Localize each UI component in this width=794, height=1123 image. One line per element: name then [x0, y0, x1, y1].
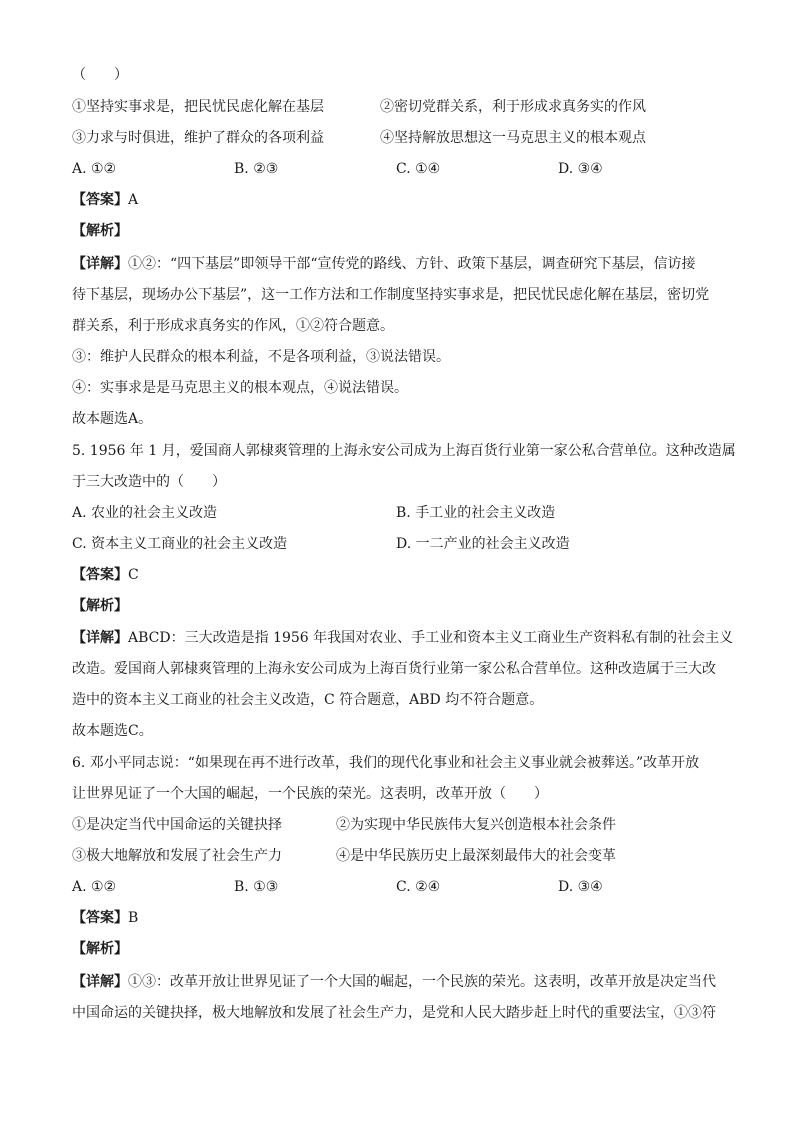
q6-options-row-1 [72, 814, 746, 836]
q4-options-row-1 [72, 96, 746, 118]
detail-text: ①③：改革开放让世界见证了一个大国的崛起，一个民族的荣光。这表明，改革开放是决定当代 [128, 974, 716, 990]
q5-detail-line-1 [72, 627, 746, 649]
q5-choice-b: B. 手工业的社会主义改造 [396, 505, 556, 521]
answer-value: A [128, 192, 139, 208]
q6-detail-line-1 [72, 971, 746, 993]
q5-stem-line-1: 5. 1956 年 1 月，爱国商人郭棣爽管理的上海永安公司成为上海百货行业第一家公私合营单位。这种改造属 [72, 443, 736, 459]
q4-conclusion: 故本题选A。 [72, 411, 153, 427]
q4-option-3: ③力求与时俱进，维护了群众的各项利益 [72, 130, 324, 146]
q5-choice-d: D. 一二产业的社会主义改造 [396, 536, 570, 552]
detail-label: 【详解】 [72, 974, 128, 990]
q5-choice-c: C. 资本主义工商业的社会主义改造 [72, 536, 288, 552]
answer-label: 【答案】 [72, 192, 128, 208]
q4-detail-line-5: ④：实事求是是马克思主义的根本观点，④说法错误。 [72, 380, 408, 396]
q4-detail-line-4: ③：维护人民群众的根本利益，不是各项利益，③说法错误。 [72, 349, 450, 365]
q5-detail-line-3: 造中的资本主义工商业的社会主义改造，C 符合题意，ABD 均不符合题意。 [72, 692, 544, 708]
q5-detail-line-2: 改造。爱国商人郭棣爽管理的上海永安公司成为上海百货行业第一家公私合营单位。这种改造属于三大改 [72, 661, 716, 677]
answer-label: 【答案】 [72, 910, 128, 926]
q5-choices-row-1 [72, 502, 746, 524]
q6-option-3: ③极大地解放和发展了社会生产力 [72, 848, 282, 864]
q6-options-row-2 [72, 845, 746, 867]
q4-choice-b: B. ②③ [234, 161, 279, 177]
detail-label: 【详解】 [72, 630, 128, 646]
q6-option-1: ①是决定当代中国命运的关键抉择 [72, 817, 282, 833]
q4-choice-c: C. ①④ [396, 161, 441, 177]
q4-option-2: ②密切党群关系，利于形成求真务实的作风 [380, 99, 646, 115]
q4-analysis-label: 【解析】 [72, 223, 128, 239]
q4-option-4: ④坚持解放思想这一马克思主义的根本观点 [380, 130, 646, 146]
q4-answer [72, 189, 746, 211]
q4-detail-line-1 [72, 253, 746, 275]
detail-text: ABCD：三大改造是指 1956 年我国对农业、手工业和资本主义工商业生产资料私有制的社会主义 [128, 630, 734, 646]
answer-value: B [128, 910, 139, 926]
q4-choices [72, 158, 746, 180]
answer-label: 【答案】 [72, 567, 128, 583]
q6-choices [72, 876, 746, 898]
q4-choice-a: A. ①② [72, 161, 117, 177]
q5-conclusion: 故本题选C。 [72, 723, 153, 739]
q4-option-1: ①坚持实事求是，把民忧民虑化解在基层 [72, 99, 324, 115]
q6-choice-d: D. ③④ [558, 879, 603, 895]
q5-choices-row-2 [72, 533, 746, 555]
q6-detail-line-2: 中国命运的关键抉择，极大地解放和发展了社会生产力，是党和人民大踏步赶上时代的重要法宝，①③符 [72, 1005, 716, 1021]
q6-stem-line-2: 让世界见证了一个大国的崛起，一个民族的荣光。这表明，改革开放（ ） [72, 786, 548, 802]
q6-answer [72, 907, 746, 929]
q5-choice-a: A. 农业的社会主义改造 [72, 505, 218, 521]
q6-analysis-label: 【解析】 [72, 941, 128, 957]
q6-choice-b: B. ①③ [234, 879, 279, 895]
q6-choice-a: A. ①② [72, 879, 117, 895]
answer-value: C [128, 567, 139, 583]
q4-detail-line-2: 待下基层，现场办公下基层”，这一工作方法和工作制度坚持实事求是，把民忧民虑化解在基层，密切党 [72, 287, 710, 303]
q5-analysis-label: 【解析】 [72, 598, 128, 614]
q4-choice-d: D. ③④ [558, 161, 603, 177]
q6-choice-c: C. ②④ [396, 879, 441, 895]
detail-label: 【详解】 [72, 256, 128, 272]
q6-stem-line-1: 6. 邓小平同志说：“如果现在再不进行改革，我们的现代化事业和社会主义事业就会被葬送。”改革开放 [72, 755, 700, 771]
q5-stem-line-2: 于三大改造中的（ ） [72, 474, 226, 490]
q5-answer [72, 564, 746, 586]
q6-option-2: ②为实现中华民族伟大复兴创造根本社会条件 [336, 817, 616, 833]
detail-text: ①②：“四下基层”即领导干部“宣传党的路线、方针、政策下基层，调查研究下基层，信访接 [128, 256, 696, 272]
q4-detail-line-3: 群关系，利于形成求真务实的作风，①②符合题意。 [72, 318, 394, 334]
q6-option-4: ④是中华民族历史上最深刻最伟大的社会变革 [336, 848, 616, 864]
q4-options-row-2 [72, 127, 746, 149]
q4-stem-tail: （ ） [72, 67, 128, 83]
